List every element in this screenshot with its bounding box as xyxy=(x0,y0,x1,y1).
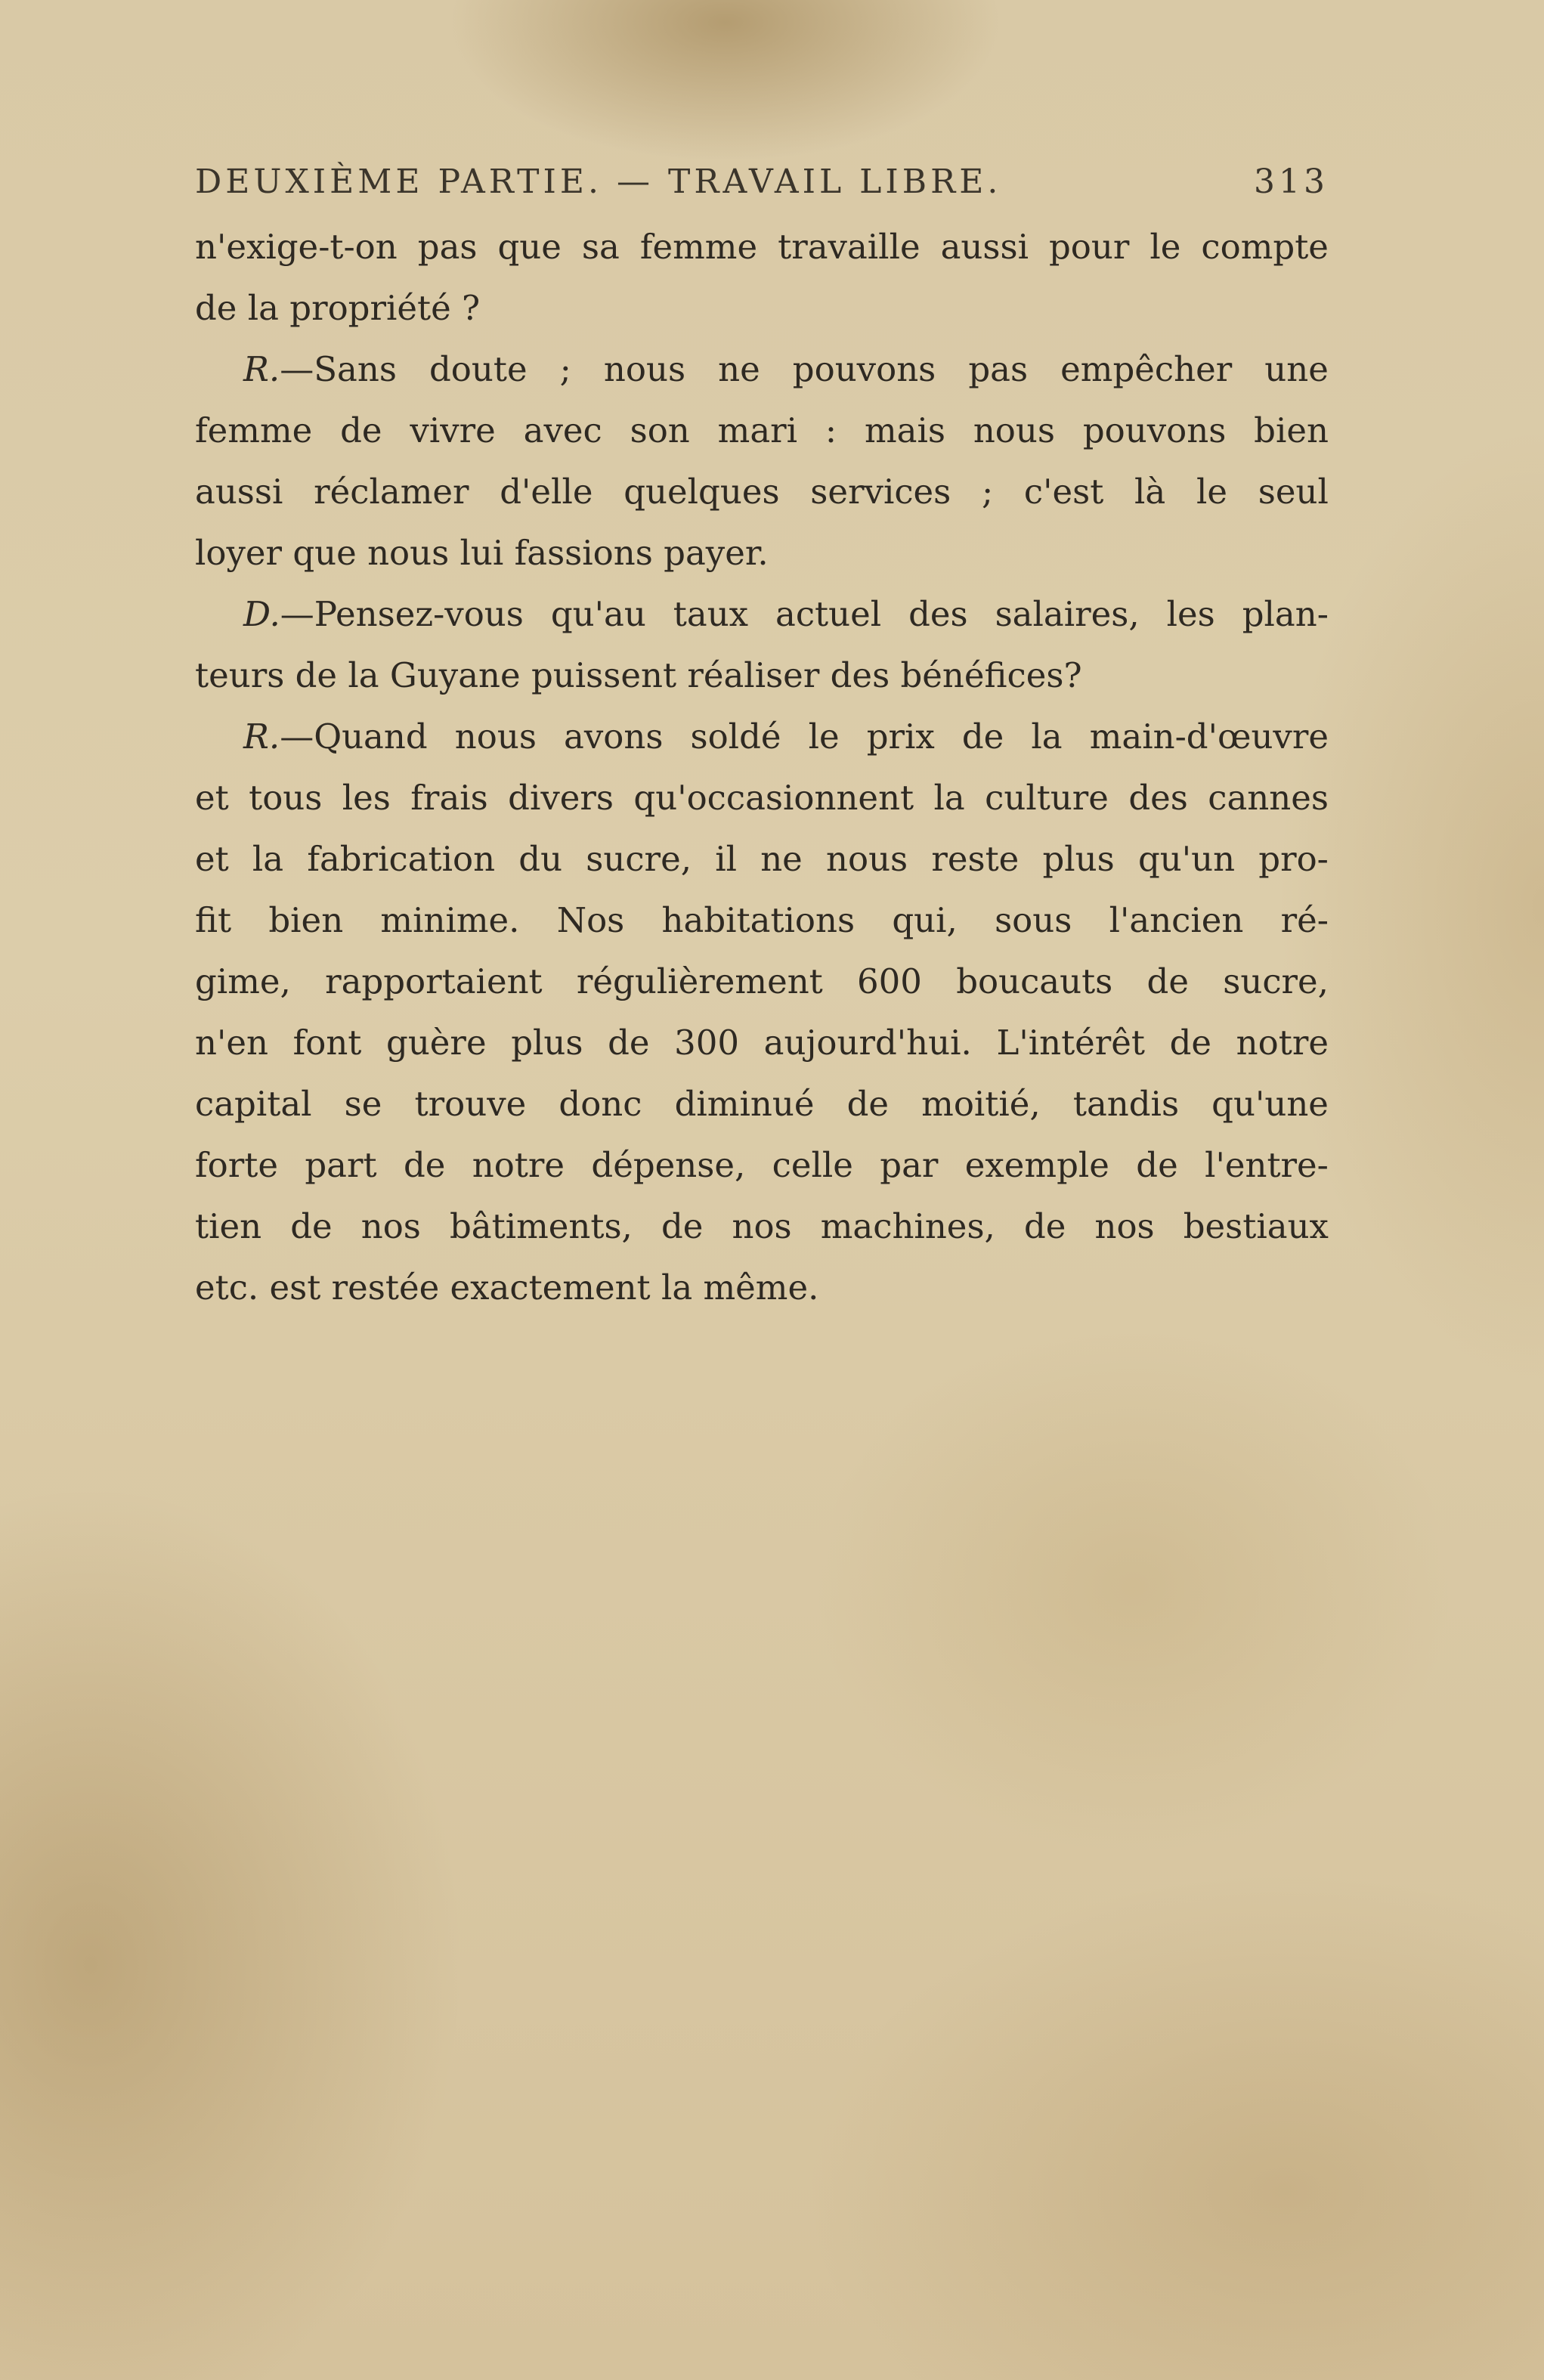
word: plus xyxy=(1042,839,1115,879)
word: et xyxy=(195,778,229,818)
word: de xyxy=(1136,1145,1178,1185)
word: de xyxy=(961,716,1004,757)
word: qu'au xyxy=(550,594,646,634)
word: vivre xyxy=(410,410,496,450)
word: fit xyxy=(195,900,232,940)
word: ne xyxy=(718,349,760,389)
word: qu'une xyxy=(1211,1084,1329,1124)
word: pas xyxy=(968,349,1029,389)
word: divers xyxy=(508,778,614,818)
word: réclamer xyxy=(314,472,469,512)
text-line xyxy=(195,277,1329,339)
text-line xyxy=(195,1012,1329,1073)
word: les xyxy=(1166,594,1215,634)
word: de xyxy=(1169,1023,1212,1063)
word: cannes xyxy=(1208,778,1329,818)
word: minime. xyxy=(380,900,520,940)
word: mari xyxy=(717,410,798,450)
word: de xyxy=(403,1145,446,1185)
speaker-label: R. xyxy=(243,716,280,757)
word: moitié, xyxy=(921,1084,1041,1124)
word: notre xyxy=(472,1145,565,1185)
word: avons xyxy=(564,716,664,757)
word: ; xyxy=(982,472,994,512)
line-text: etc. est restée exactement la même. xyxy=(195,1267,819,1308)
word: habitations xyxy=(661,900,856,940)
word: son xyxy=(630,410,690,450)
text-line xyxy=(195,767,1329,828)
text-line xyxy=(195,1134,1329,1196)
word: nous xyxy=(454,716,537,757)
word: frais xyxy=(410,778,488,818)
word: sucre, xyxy=(1223,961,1329,1001)
word: salaires, xyxy=(995,594,1140,634)
word: exemple xyxy=(964,1145,1109,1185)
word: aujourd'hui. xyxy=(763,1023,972,1063)
word: de xyxy=(1146,961,1189,1001)
word: n'exige-t-on xyxy=(195,227,398,267)
word: pas xyxy=(417,227,478,267)
word: tous xyxy=(249,778,323,818)
word: c'est xyxy=(1023,472,1104,512)
word: nos xyxy=(1094,1206,1155,1246)
word: bien xyxy=(1254,410,1329,450)
word: de xyxy=(1023,1206,1066,1246)
word: tien xyxy=(195,1206,262,1246)
word: ne xyxy=(760,839,803,879)
word: des xyxy=(908,594,968,634)
word: mais xyxy=(864,410,945,450)
word: du xyxy=(518,839,563,879)
word: compte xyxy=(1201,227,1329,267)
text-block xyxy=(195,159,1329,1318)
word: nos xyxy=(732,1206,792,1246)
word: nous xyxy=(603,349,686,389)
word: quelques xyxy=(623,472,780,512)
word: pouvons xyxy=(792,349,936,389)
body-text xyxy=(195,216,1329,1318)
word: ré- xyxy=(1280,900,1329,940)
word: taux xyxy=(673,594,749,634)
word: la xyxy=(1031,716,1063,757)
word: capital xyxy=(195,1084,312,1124)
word: là xyxy=(1134,472,1166,512)
word: fabrication xyxy=(307,839,496,879)
word: régulièrement xyxy=(576,961,823,1001)
text-line xyxy=(195,522,1329,583)
word: prix xyxy=(866,716,935,757)
text-line xyxy=(195,461,1329,522)
text-line xyxy=(195,645,1329,706)
word: nous xyxy=(973,410,1055,450)
word: actuel xyxy=(775,594,882,634)
text-line xyxy=(195,828,1329,890)
word: plus xyxy=(511,1023,583,1063)
running-head-title: DEUXIÈME PARTIE. — TRAVAIL LIBRE. xyxy=(195,162,1002,201)
word: le xyxy=(1196,472,1228,512)
word: celle xyxy=(772,1145,853,1185)
word: main-d'œuvre xyxy=(1089,716,1329,757)
text-line xyxy=(195,1257,1329,1318)
word: bien xyxy=(268,900,344,940)
word: la xyxy=(933,778,965,818)
word: femme xyxy=(195,410,313,450)
speaker-label: D. xyxy=(243,594,280,634)
text-line xyxy=(195,1073,1329,1134)
word: il xyxy=(715,839,737,879)
word: femme xyxy=(639,227,758,267)
text-line xyxy=(195,1196,1329,1257)
word: notre xyxy=(1236,1023,1329,1063)
text-line xyxy=(195,583,1329,645)
word: le xyxy=(1149,227,1181,267)
word: une xyxy=(1264,349,1329,389)
line-text: de la propriété ? xyxy=(195,288,481,328)
word: se xyxy=(344,1084,382,1124)
word: pour xyxy=(1048,227,1130,267)
word: la xyxy=(252,839,284,879)
word: sa xyxy=(581,227,620,267)
word: trouve xyxy=(414,1084,527,1124)
word: 600 xyxy=(857,961,922,1001)
word: qu'un xyxy=(1137,839,1236,879)
word: de xyxy=(340,410,382,450)
text-line xyxy=(195,216,1329,277)
word: les xyxy=(342,778,391,818)
word: l'ancien xyxy=(1109,900,1244,940)
word: R.—Quand xyxy=(243,716,428,757)
word: Nos xyxy=(556,900,625,940)
text-line xyxy=(195,951,1329,1012)
running-head xyxy=(195,159,1329,206)
word: bâtiments, xyxy=(449,1206,633,1246)
word: services xyxy=(810,472,951,512)
word: gime, xyxy=(195,961,291,1001)
word: le xyxy=(808,716,840,757)
word: que xyxy=(497,227,562,267)
word: R.—Sans xyxy=(243,349,397,389)
text-line xyxy=(195,706,1329,767)
word: nos xyxy=(360,1206,421,1246)
word: aussi xyxy=(195,472,283,512)
word: ; xyxy=(559,349,571,389)
page-number: 313 xyxy=(1254,162,1329,201)
word: par xyxy=(880,1145,939,1185)
word: de xyxy=(608,1023,650,1063)
word: avec xyxy=(523,410,602,450)
word: culture xyxy=(985,778,1109,818)
word: machines, xyxy=(820,1206,995,1246)
text-line xyxy=(195,890,1329,951)
line-text: teurs de la Guyane puissent réaliser des bénéfices? xyxy=(195,655,1082,695)
word: D.—Pensez-vous xyxy=(243,594,524,634)
word: pro- xyxy=(1258,839,1329,879)
word: part xyxy=(305,1145,377,1185)
word: forte xyxy=(195,1145,278,1185)
word: qui, xyxy=(892,900,958,940)
word: d'elle xyxy=(500,472,593,512)
word: travaille xyxy=(778,227,921,267)
word: de xyxy=(846,1084,890,1124)
word: des xyxy=(1128,778,1188,818)
word: empêcher xyxy=(1060,349,1233,389)
word: font xyxy=(292,1023,362,1063)
word: doute xyxy=(429,349,528,389)
word: sous xyxy=(995,900,1072,940)
word: reste xyxy=(931,839,1020,879)
word: sucre, xyxy=(586,839,692,879)
word: L'intérêt xyxy=(996,1023,1146,1063)
word: pouvons xyxy=(1082,410,1227,450)
word: : xyxy=(825,410,837,450)
word: dépense, xyxy=(591,1145,746,1185)
speaker-label: R. xyxy=(243,349,280,389)
word: bestiaux xyxy=(1183,1206,1329,1246)
word: n'en xyxy=(195,1023,268,1063)
word: guère xyxy=(386,1023,487,1063)
line-text: loyer que nous lui fassions payer. xyxy=(195,533,769,573)
word: donc xyxy=(559,1084,642,1124)
word: nous xyxy=(826,839,908,879)
word: aussi xyxy=(940,227,1029,267)
word: plan- xyxy=(1242,594,1329,634)
word: tandis xyxy=(1072,1084,1180,1124)
text-line xyxy=(195,339,1329,400)
word: et xyxy=(195,839,229,879)
text-line xyxy=(195,400,1329,461)
word: de xyxy=(661,1206,704,1246)
word: boucauts xyxy=(956,961,1113,1001)
word: qu'occasionnent xyxy=(633,778,914,818)
word: l'entre- xyxy=(1205,1145,1329,1185)
word: de xyxy=(290,1206,333,1246)
word: diminué xyxy=(674,1084,815,1124)
word: 300 xyxy=(674,1023,740,1063)
word: seul xyxy=(1258,472,1329,512)
word: rapportaient xyxy=(325,961,543,1001)
word: soldé xyxy=(690,716,781,757)
